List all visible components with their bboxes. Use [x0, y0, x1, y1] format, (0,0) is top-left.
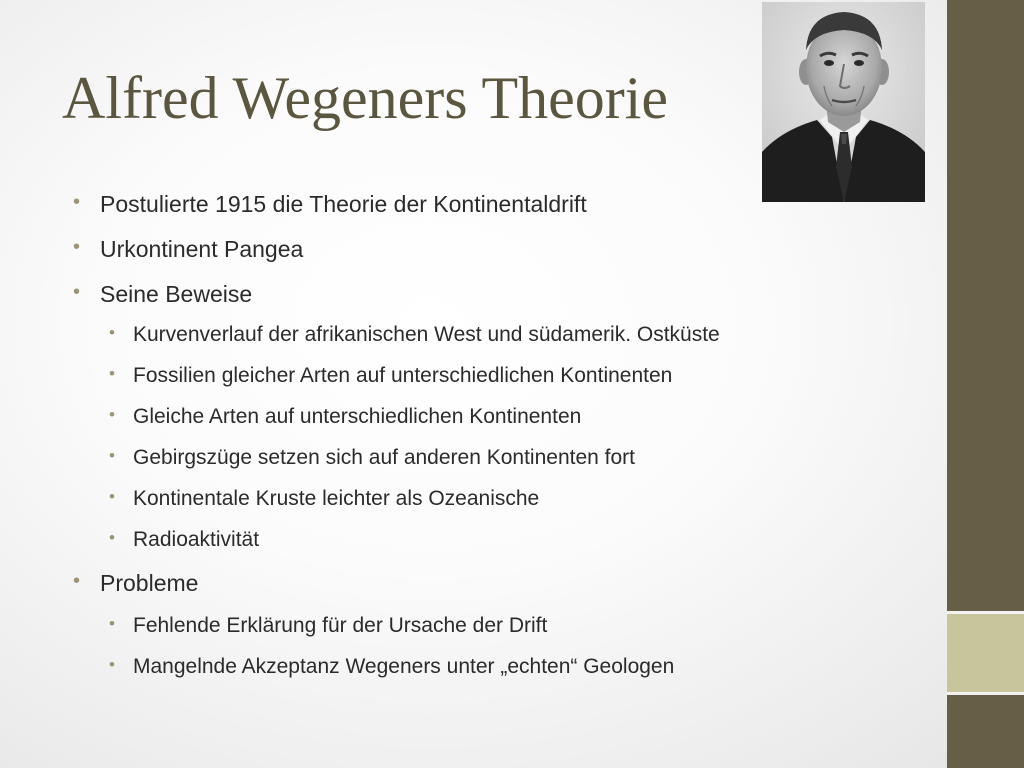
bullet-text: Seine Beweise: [100, 281, 253, 307]
bullet-icon: •: [109, 364, 115, 383]
side-bar-divider-bottom: [947, 692, 1024, 695]
bullet-icon: •: [73, 191, 81, 213]
bullet-icon: •: [109, 446, 115, 465]
bullet-text: Probleme: [100, 570, 199, 596]
sub-bullet-item: [109, 487, 540, 511]
bullet-icon: •: [73, 281, 81, 303]
bullet-text: Mangelnde Akzeptanz Wegeners unter „echten“ Geologen: [133, 655, 675, 678]
sub-bullet-item: [109, 446, 635, 470]
bullet-icon: •: [109, 323, 115, 342]
sub-bullet-item: [109, 323, 720, 347]
bullet-text: Fossilien gleicher Arten auf unterschiedlichen Kontinenten: [133, 364, 673, 387]
bullet-text: Kurvenverlauf der afrikanischen West und südamerik. Ostküste: [133, 323, 720, 346]
bullet-icon: •: [109, 528, 115, 547]
bullet-icon: •: [73, 236, 81, 258]
bullet-text: Gebirgszüge setzen sich auf anderen Kontinenten fort: [133, 446, 635, 469]
sub-bullet-item: [109, 614, 548, 638]
sub-bullet-item: [109, 364, 673, 388]
bullet-item: [73, 191, 587, 218]
bullet-icon: •: [109, 487, 115, 506]
bullet-icon: •: [109, 405, 115, 424]
bullet-text: Fehlende Erklärung für der Ursache der Drift: [133, 614, 548, 637]
slide-title: Alfred Wegeners Theorie: [62, 65, 669, 131]
side-bar-accent-block: [947, 614, 1024, 692]
bullet-icon: •: [109, 655, 115, 674]
bullet-text: Radioaktivität: [133, 528, 260, 551]
bullet-text: Urkontinent Pangea: [100, 236, 304, 262]
portrait-photo: [762, 2, 925, 202]
sub-bullet-item: [109, 405, 582, 429]
bullet-text: Postulierte 1915 die Theorie der Kontinentaldrift: [100, 191, 587, 217]
bullet-item: [73, 281, 253, 308]
bullet-item: [73, 570, 199, 597]
bullet-item: [73, 236, 304, 263]
bullet-icon: •: [73, 570, 81, 592]
sub-bullet-item: [109, 655, 675, 679]
sub-bullet-item: [109, 528, 260, 552]
bullet-text: Gleiche Arten auf unterschiedlichen Kontinenten: [133, 405, 582, 428]
bullet-icon: •: [109, 614, 115, 633]
bullet-text: Kontinentale Kruste leichter als Ozeanische: [133, 487, 540, 510]
